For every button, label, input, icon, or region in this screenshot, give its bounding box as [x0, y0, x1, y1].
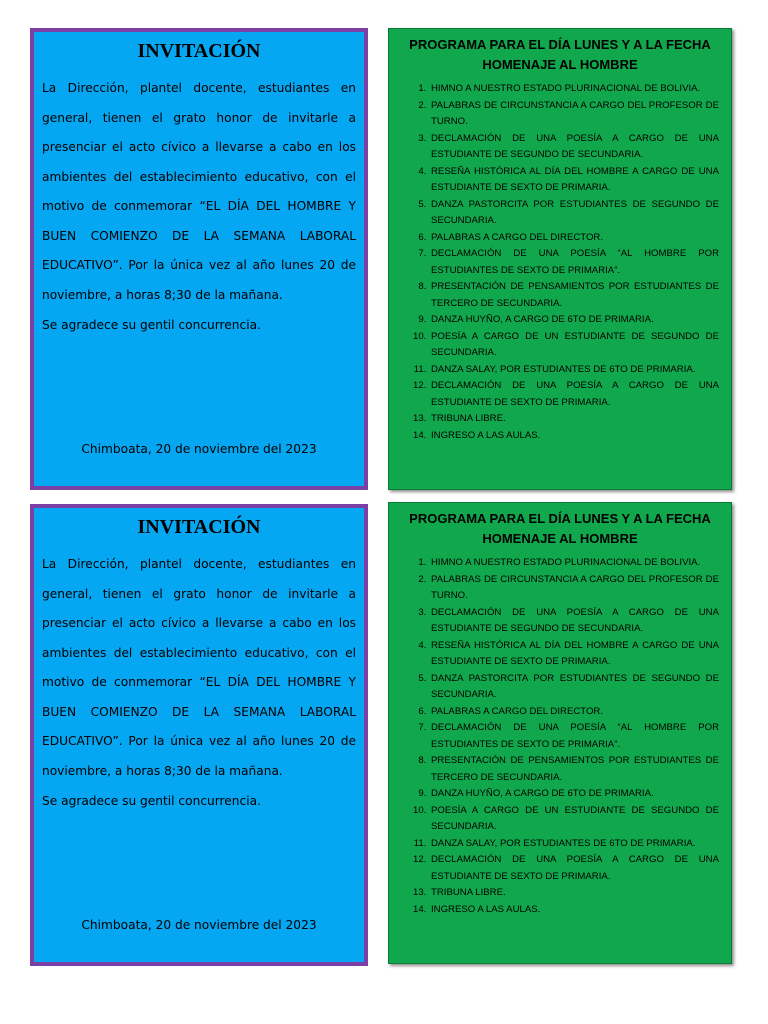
program-item: 3. DECLAMACIÓN DE UNA POESÍA A CARGO DE UNA ESTUDIANTE DE SEGUNDO DE SECUNDARIA.	[429, 605, 719, 638]
program-item: 9. DANZA HUYÑO, A CARGO DE 6TO DE PRIMARIA.	[429, 786, 719, 803]
invitation-thanks: Se agradece su gentil concurrencia.	[42, 318, 261, 332]
program-item: 11. DANZA SALAY, POR ESTUDIANTES DE 6TO DE PRIMARIA.	[429, 362, 719, 379]
invitation-title: INVITACIÓN	[137, 40, 261, 62]
program-item: 2. PALABRAS DE CIRCUNSTANCIA A CARGO DEL PROFESOR DE TURNO.	[429, 98, 719, 131]
program-item: 1. HIMNO A NUESTRO ESTADO PLURINACIONAL DE BOLIVIA.	[429, 81, 719, 98]
program-item: 12. DECLAMACIÓN DE UNA POESÍA A CARGO DE UNA ESTUDIANTE DE SEXTO DE PRIMARIA.	[429, 852, 719, 885]
program-item: 7. DECLAMACIÓN DE UNA POESÍA “AL HOMBRE POR ESTUDIANTES DE SEXTO DE PRIMARIA”.	[429, 720, 719, 753]
program-item: 12. DECLAMACIÓN DE UNA POESÍA A CARGO DE UNA ESTUDIANTE DE SEXTO DE PRIMARIA.	[429, 378, 719, 411]
program-item: 10. POESÍA A CARGO DE UN ESTUDIANTE DE SEGUNDO DE SECUNDARIA.	[429, 803, 719, 836]
program-item: 6. PALABRAS A CARGO DEL DIRECTOR.	[429, 704, 719, 721]
program-list	[397, 81, 719, 444]
invitation-body: La Dirección, plantel docente, estudiantes en general, tienen el grato honor de invitarle a presenciar el acto cívico a llevarse a cabo en los ambientes del establecimiento educativo, con el motivo de conmemorar “EL DÍA DEL HOMBRE Y BUEN COMIENZO DE LA SEMANA LABORAL EDUCATIVO”. Por la única vez al año lunes 20 de noviembre, a horas 8;30 de la mañana.	[42, 557, 356, 778]
program-card-1	[388, 28, 732, 490]
invitation-card-1	[30, 28, 368, 490]
invitation-place-date: Chimboata, 20 de noviembre del 2023	[81, 442, 317, 456]
program-item: 10. POESÍA A CARGO DE UN ESTUDIANTE DE SEGUNDO DE SECUNDARIA.	[429, 329, 719, 362]
program-title: PROGRAMA PARA EL DÍA LUNES Y A LA FECHA HOMENAJE AL HOMBRE	[409, 37, 711, 72]
program-item: 5. DANZA PASTORCITA POR ESTUDIANTES DE SEGUNDO DE SECUNDARIA.	[429, 671, 719, 704]
program-item: 11. DANZA SALAY, POR ESTUDIANTES DE 6TO DE PRIMARIA.	[429, 836, 719, 853]
program-item: 13. TRIBUNA LIBRE.	[429, 885, 719, 902]
program-item: 7. DECLAMACIÓN DE UNA POESÍA “AL HOMBRE POR ESTUDIANTES DE SEXTO DE PRIMARIA”.	[429, 246, 719, 279]
invitation-title: INVITACIÓN	[137, 516, 261, 538]
program-item: 8. PRESENTACIÓN DE PENSAMIENTOS POR ESTUDIANTES DE TERCERO DE SECUNDARIA.	[429, 279, 719, 312]
program-item: 1. HIMNO A NUESTRO ESTADO PLURINACIONAL DE BOLIVIA.	[429, 555, 719, 572]
program-item: 2. PALABRAS DE CIRCUNSTANCIA A CARGO DEL PROFESOR DE TURNO.	[429, 572, 719, 605]
invitation-thanks: Se agradece su gentil concurrencia.	[42, 794, 261, 808]
program-item: 3. DECLAMACIÓN DE UNA POESÍA A CARGO DE UNA ESTUDIANTE DE SEGUNDO DE SECUNDARIA.	[429, 131, 719, 164]
program-title: PROGRAMA PARA EL DÍA LUNES Y A LA FECHA HOMENAJE AL HOMBRE	[409, 511, 711, 546]
program-card-2	[388, 502, 732, 964]
invitation-card-2	[30, 504, 368, 966]
program-item: 6. PALABRAS A CARGO DEL DIRECTOR.	[429, 230, 719, 247]
program-item: 4. RESEÑA HISTÓRICA AL DÍA DEL HOMBRE A CARGO DE UNA ESTUDIANTE DE SEXTO DE PRIMARIA.	[429, 164, 719, 197]
invitation-place-date: Chimboata, 20 de noviembre del 2023	[81, 918, 317, 932]
program-item: 9. DANZA HUYÑO, A CARGO DE 6TO DE PRIMARIA.	[429, 312, 719, 329]
program-item: 8. PRESENTACIÓN DE PENSAMIENTOS POR ESTUDIANTES DE TERCERO DE SECUNDARIA.	[429, 753, 719, 786]
program-item: 13. TRIBUNA LIBRE.	[429, 411, 719, 428]
program-list	[397, 555, 719, 918]
program-item: 5. DANZA PASTORCITA POR ESTUDIANTES DE SEGUNDO DE SECUNDARIA.	[429, 197, 719, 230]
program-item: 14. INGRESO A LAS AULAS.	[429, 902, 719, 919]
program-item: 4. RESEÑA HISTÓRICA AL DÍA DEL HOMBRE A CARGO DE UNA ESTUDIANTE DE SEXTO DE PRIMARIA.	[429, 638, 719, 671]
invitation-body: La Dirección, plantel docente, estudiantes en general, tienen el grato honor de invitarle a presenciar el acto cívico a llevarse a cabo en los ambientes del establecimiento educativo, con el motivo de conmemorar “EL DÍA DEL HOMBRE Y BUEN COMIENZO DE LA SEMANA LABORAL EDUCATIVO”. Por la única vez al año lunes 20 de noviembre, a horas 8;30 de la mañana.	[42, 81, 356, 302]
program-item: 14. INGRESO A LAS AULAS.	[429, 428, 719, 445]
